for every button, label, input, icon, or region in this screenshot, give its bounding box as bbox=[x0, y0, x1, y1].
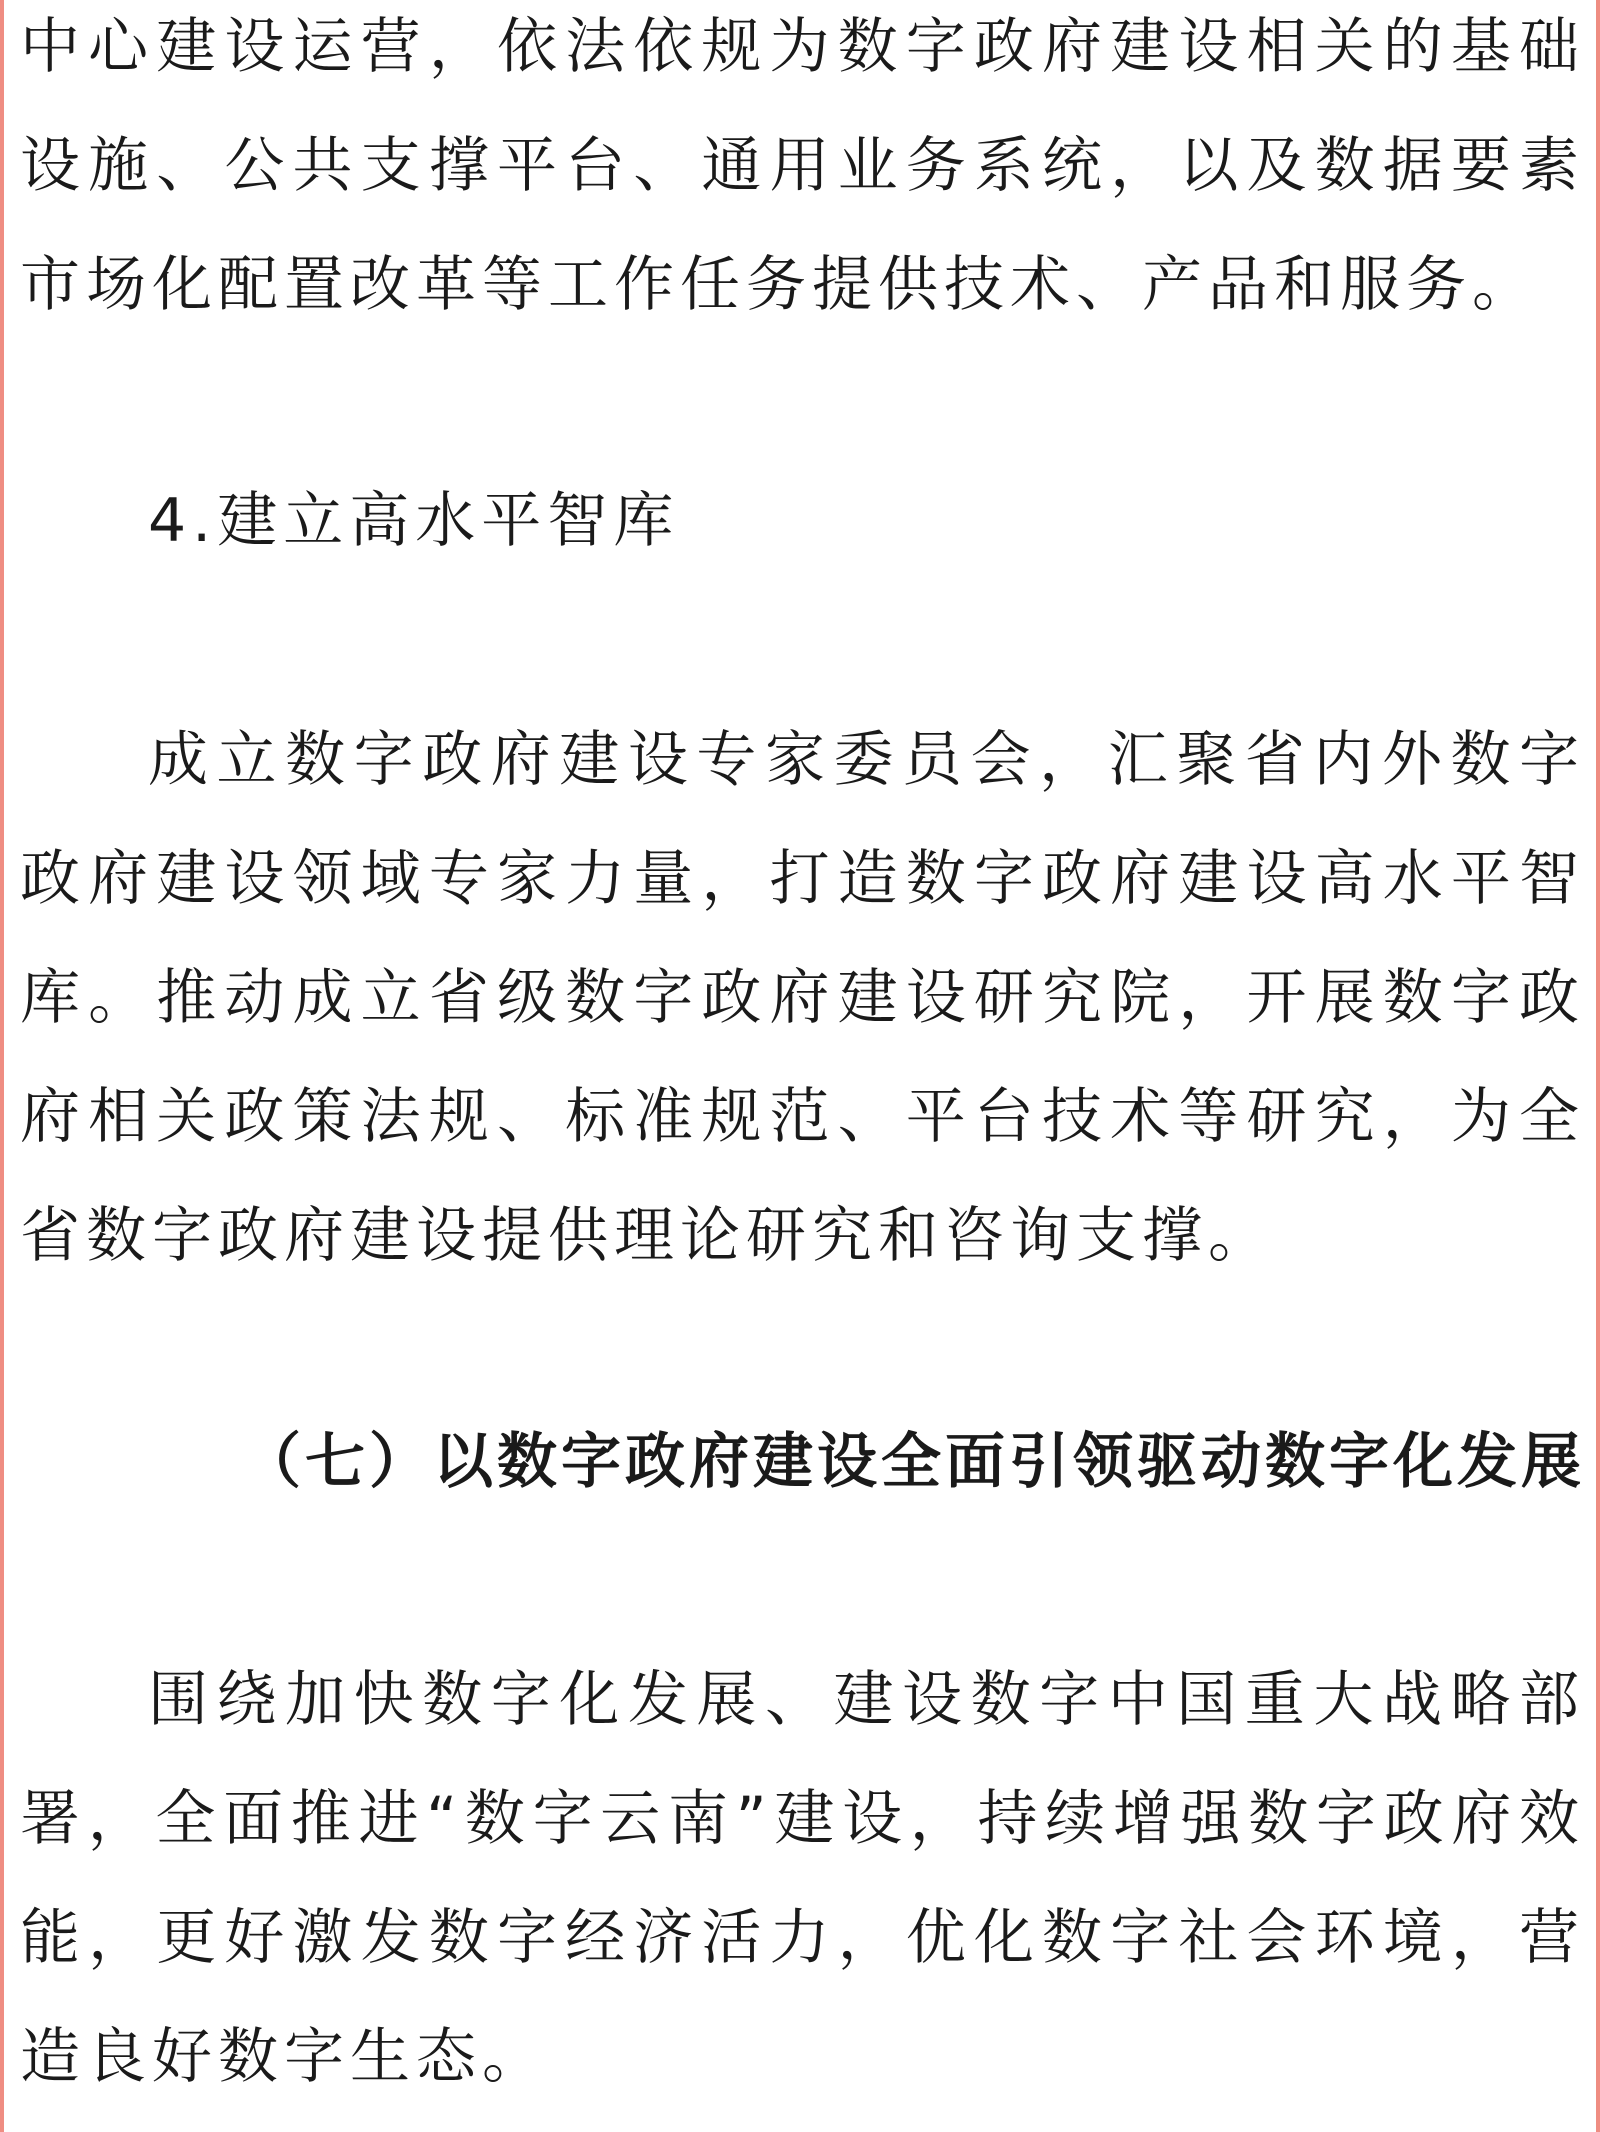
section-heading-digital-development: （七）以数字政府建设全面引领驱动数字化发展 bbox=[241, 1427, 1585, 1497]
paragraph-expert-committee: 成立数字政府建设专家委员会，汇聚省内外数字政府建设领域专家力量，打造数字政府建设高水平智库。推动成立省级数字政府建设研究院，开展数字政府相关政策法规、标准规范、平台技术等研究，为全省数字政府建设提供理论研究和咨询支撑。 bbox=[20, 725, 1585, 1271]
paragraph-continued: 中心建设运营，依法依规为数字政府建设相关的基础设施、公共支撑平台、通用业务系统，以及数据要素市场化配置改革等工作任务提供技术、产品和服务。 bbox=[20, 12, 1585, 320]
section-heading-think-tank: 4.建立高水平智库 bbox=[148, 486, 680, 556]
paragraph-digital-yunnan: 围绕加快数字化发展、建设数字中国重大战略部署，全面推进“数字云南”建设，持续增强数字政府效能，更好激发数字经济活力，优化数字社会环境，营造良好数字生态。 bbox=[20, 1665, 1585, 2092]
